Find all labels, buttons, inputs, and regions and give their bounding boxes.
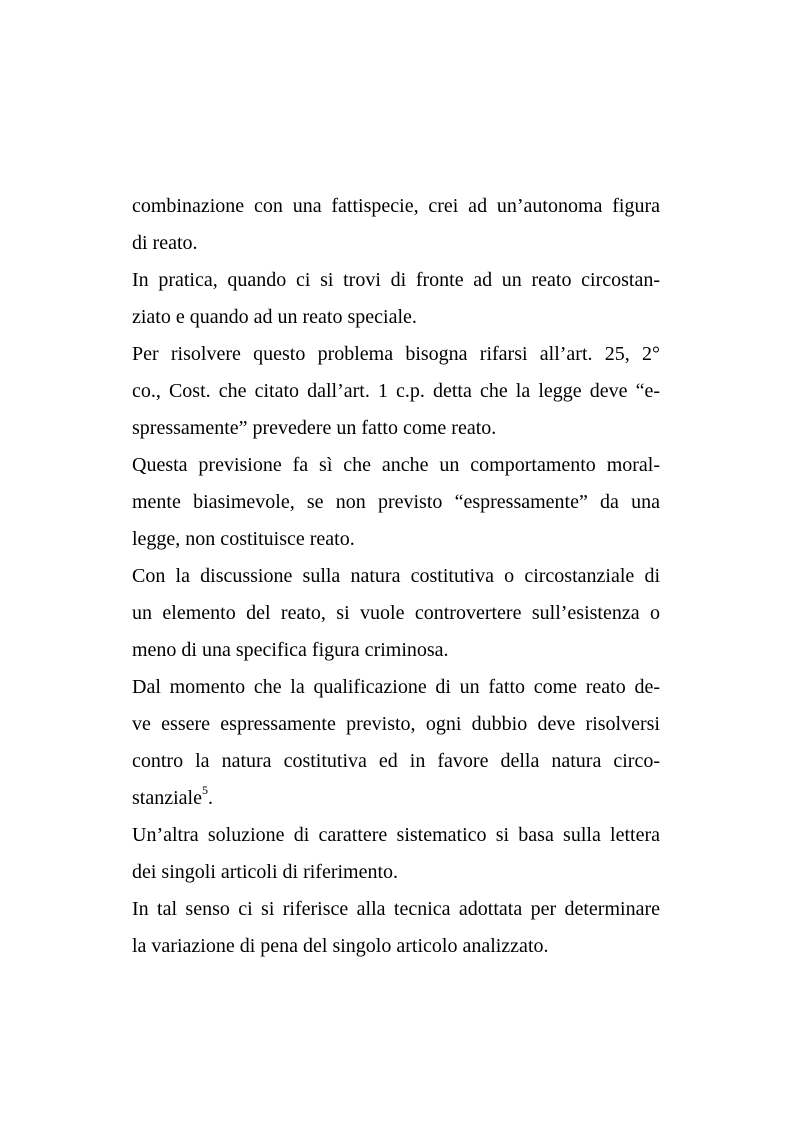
text-line: la variazione di pena del singolo articolo analizzato. — [132, 935, 549, 957]
footnote-marker: 5 — [201, 783, 208, 798]
text-line: Un’altra soluzione di carattere sistematico si basa sulla lettera — [132, 824, 660, 846]
text-line: legge, non costituisce reato. — [132, 528, 355, 550]
text-line: ve essere espressamente previsto, ogni dubbio deve risolversi — [132, 713, 660, 735]
text-segment: . — [207, 787, 213, 809]
text-line: combinazione con una fattispecie, crei ad un’autonoma figura — [132, 195, 660, 217]
text-line: Per risolvere questo problema bisogna rifarsi all’art. 25, 2° — [132, 343, 660, 365]
text-line: ziato e quando ad un reato speciale. — [132, 306, 417, 328]
body-text — [132, 188, 660, 965]
text-line: meno di una specifica figura criminosa. — [132, 639, 449, 661]
text-line: un elemento del reato, si vuole controvertere sull’esistenza o — [132, 602, 660, 624]
text-line: Con la discussione sulla natura costitutiva o circostanziale di — [132, 565, 660, 587]
text-line: mente biasimevole, se non previsto “espressamente” da una — [132, 491, 660, 513]
text-line-with-footnote — [132, 780, 660, 817]
text-line: di reato. — [132, 232, 198, 254]
text-line: In pratica, quando ci si trovi di fronte ad un reato circostan- — [132, 269, 660, 291]
text-line: dei singoli articoli di riferimento. — [132, 861, 399, 883]
text-line: Questa previsione fa sì che anche un comportamento moral- — [132, 454, 660, 476]
text-line: co., Cost. che citato dall’art. 1 c.p. detta che la legge deve “e- — [132, 380, 660, 402]
text-segment: stanziale — [132, 787, 202, 809]
text-line: In tal senso ci si riferisce alla tecnica adottata per determinare — [132, 898, 660, 920]
text-line: Dal momento che la qualificazione di un fatto come reato de- — [132, 676, 660, 698]
text-line: spressamente” prevedere un fatto come reato. — [132, 417, 497, 439]
text-line: contro la natura costitutiva ed in favore della natura circo- — [132, 750, 660, 772]
